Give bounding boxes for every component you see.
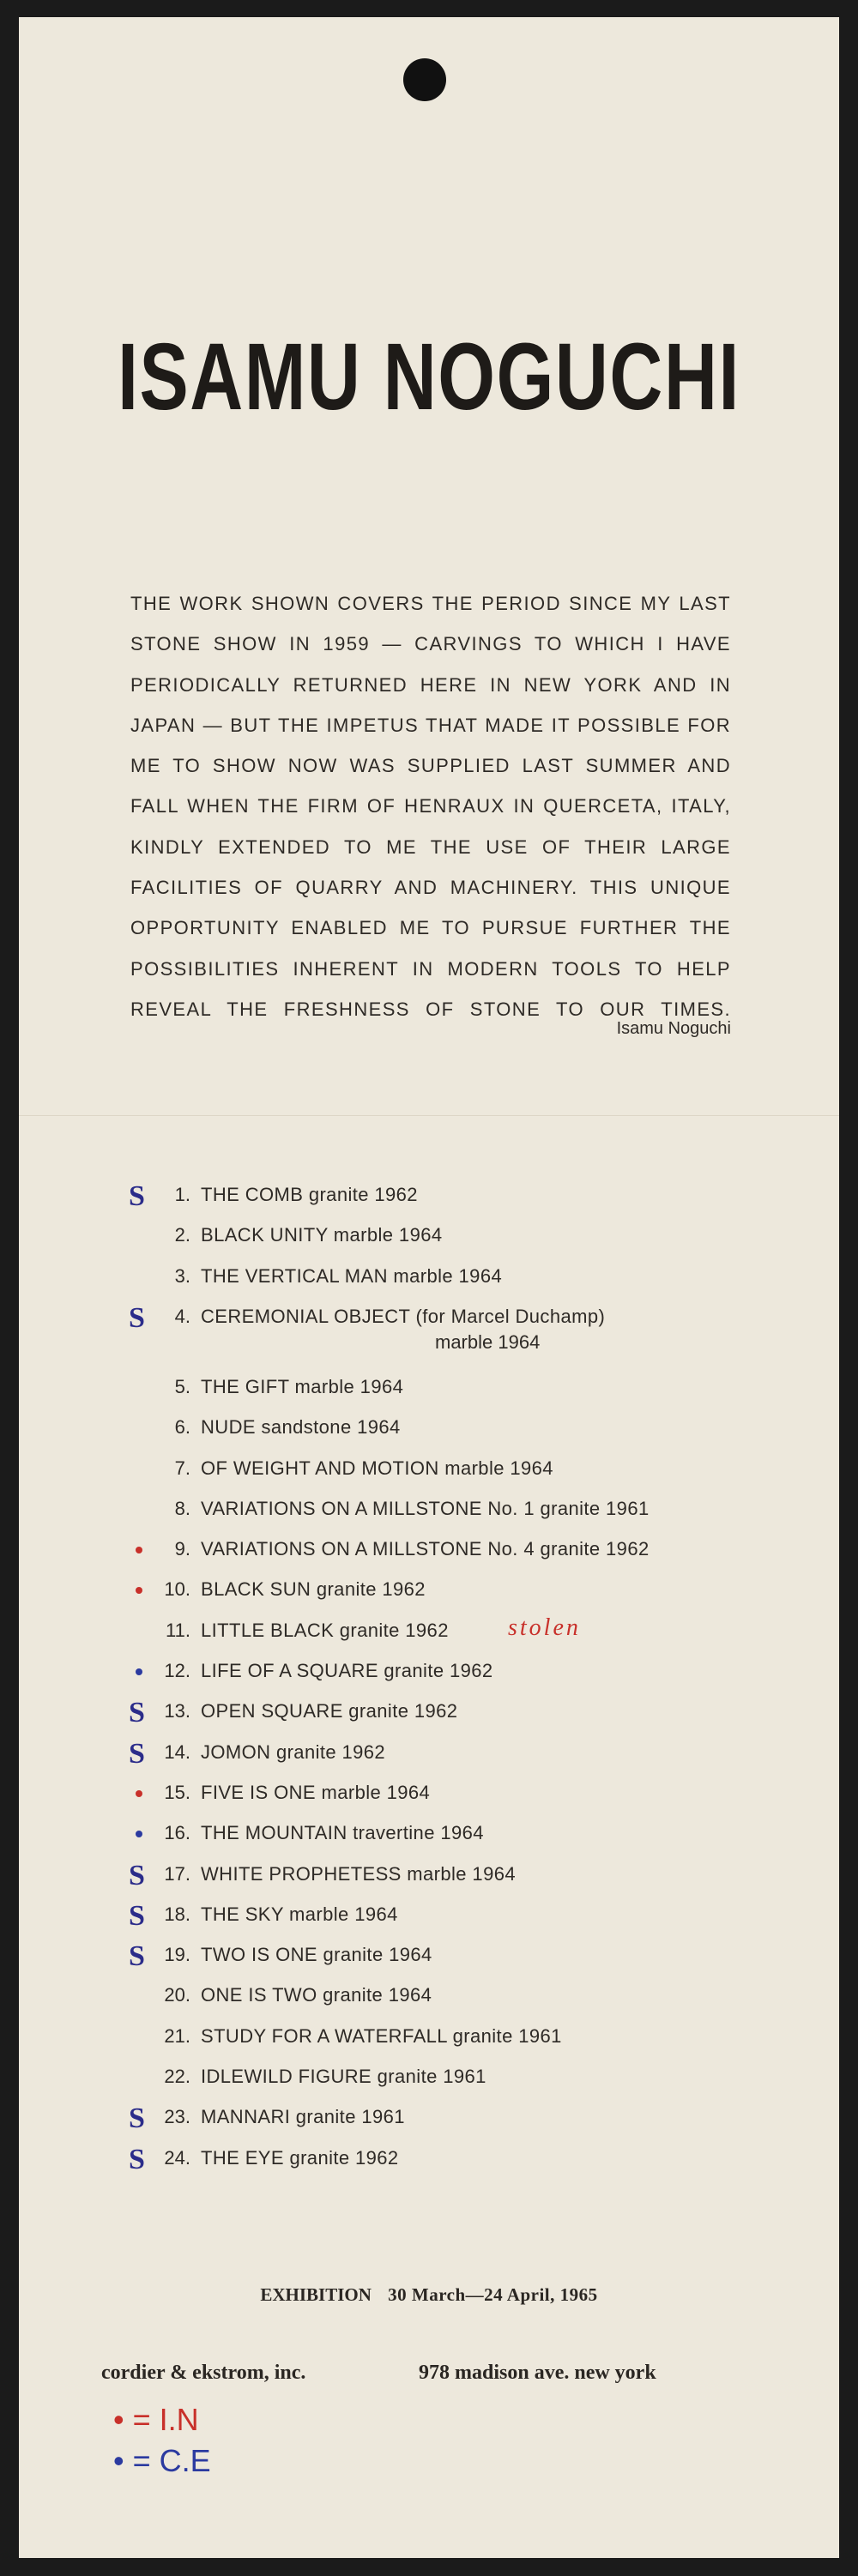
work-number: 10. [164, 1578, 190, 1601]
sold-mark-icon: S [129, 2143, 145, 2175]
work-title: THE MOUNTAIN travertine 1964 [201, 1822, 484, 1844]
work-title: LIFE OF A SQUARE granite 1962 [201, 1660, 493, 1681]
sold-mark-icon: S [129, 2102, 145, 2135]
work-item [19, 2102, 671, 2140]
work-title: ONE IS TWO granite 1964 [201, 1984, 432, 2006]
work-item [19, 1899, 671, 1938]
sold-mark-icon: S [129, 1697, 145, 1729]
work-title-continued: marble 1964 [435, 1330, 541, 1353]
work-item [19, 1498, 671, 1532]
gallery-name: cordier & ekstrom, inc. [101, 2362, 306, 2384]
work-number: 15. [164, 1781, 190, 1803]
work-number: 20. [164, 1984, 190, 2006]
work-item [19, 1224, 671, 1258]
work-title: VARIATIONS ON A MILLSTONE No. 4 granite 1962 [201, 1538, 650, 1560]
work-number: 12. [164, 1660, 190, 1681]
sold-mark-icon: S [129, 1940, 145, 1973]
work-title: STUDY FOR A WATERFALL granite 1961 [201, 2024, 562, 2047]
sold-mark-icon: S [129, 1301, 145, 1334]
artist-statement: THE WORK SHOWN COVERS THE PERIOD SINCE MY LAST STONE SHOW IN 1959 — CARVINGS TO WHICH I HAVE PERIODICALLY RETURNED HERE IN NEW YORK AND IN JAPAN — BUT THE IMPETUS THAT MADE IT POSSIBLE FOR ME TO SHOW NOW WAS SUPPLIED LAST SUMMER AND FALL WHEN THE FIRM OF HENRAUX IN QUERCETA, ITALY, KINDLY EXTENDED TO ME THE USE OF THEIR LARGE FACILITIES OF QUARRY AND MACHINERY. THIS UNIQUE OPPORTUNITY ENABLED ME TO PURSUE FURTHER THE POSSIBILITIES INHERENT IN MODERN TOOLS TO HELP REVEAL THE FRESHNESS OF STONE TO OUR TIMES. [130, 593, 731, 1020]
work-number: 21. [164, 2024, 190, 2047]
work-number: 8. [174, 1497, 190, 1519]
exhibition-label: EXHIBITION [260, 2284, 372, 2305]
work-number: 4. [174, 1305, 190, 1327]
work-title: IDLEWILD FIGURE granite 1961 [201, 2066, 486, 2087]
work-number: 7. [174, 1457, 190, 1479]
work-number: 2. [174, 1224, 190, 1246]
work-item [19, 1578, 671, 1613]
work-item [19, 1984, 671, 2018]
work-item [19, 1660, 671, 1694]
work-item [19, 2066, 671, 2100]
work-number: 11. [166, 1619, 190, 1641]
exhibition-dates [19, 2284, 839, 2306]
gallery-footer [101, 2362, 788, 2385]
gallery-address: 978 madison ave. new york [419, 2362, 656, 2384]
work-number: 3. [174, 1264, 190, 1287]
work-number: 17. [164, 1862, 190, 1885]
work-title: FIVE IS ONE marble 1964 [201, 1781, 431, 1803]
work-title: VARIATIONS ON A MILLSTONE No. 1 granite 1961 [201, 1497, 650, 1519]
sold-mark-icon: S [129, 1737, 145, 1770]
work-item [19, 2025, 671, 2060]
work-item [19, 1697, 671, 1734]
work-item [19, 1457, 671, 1492]
work-number: 19. [164, 1944, 190, 1966]
work-title: NUDE sandstone 1964 [201, 1416, 401, 1439]
work-title: WHITE PROPHETESS marble 1964 [201, 1862, 516, 1885]
work-title: LITTLE BLACK granite 1962 [201, 1619, 449, 1641]
work-item [19, 2143, 671, 2181]
work-item [19, 1737, 671, 1776]
work-title: JOMON granite 1962 [201, 1740, 386, 1763]
sold-mark-icon: S [129, 1859, 145, 1891]
work-title: BLACK UNITY marble 1964 [201, 1224, 443, 1246]
work-item [19, 1538, 671, 1572]
work-number: 9. [174, 1538, 190, 1560]
work-title: THE GIFT marble 1964 [201, 1375, 404, 1397]
exhibition-date-range: 30 March—24 April, 1965 [388, 2284, 598, 2305]
work-title: THE COMB granite 1962 [201, 1184, 418, 1205]
handwritten-legend-ce: • = C.E [113, 2443, 211, 2478]
work-item [19, 1940, 671, 1978]
work-item [19, 1301, 671, 1353]
work-item [19, 1822, 671, 1856]
work-title: CEREMONIAL OBJECT (for Marcel Duchamp) [201, 1305, 606, 1327]
work-title: MANNARI granite 1961 [201, 2106, 405, 2128]
work-item [19, 1265, 671, 1300]
work-number: 13. [164, 1700, 190, 1722]
work-item [19, 1180, 671, 1218]
work-item [19, 1376, 671, 1410]
work-number: 5. [174, 1375, 190, 1397]
exhibition-card [19, 17, 839, 2558]
work-item [19, 1614, 671, 1654]
work-item [19, 1859, 671, 1897]
sold-mark-icon: S [129, 1899, 145, 1932]
work-number: 6. [174, 1416, 190, 1439]
work-title: TWO IS ONE granite 1964 [201, 1944, 432, 1966]
page-title: ISAMU NOGUCHI [118, 324, 740, 430]
work-number: 23. [164, 2106, 190, 2128]
handwritten-legend-in: • = I.N [113, 2402, 199, 2437]
work-number: 1. [174, 1184, 190, 1205]
work-item [19, 1782, 671, 1816]
work-title: THE EYE granite 1962 [201, 2146, 399, 2169]
work-number: 24. [164, 2146, 190, 2169]
work-number: 18. [164, 1903, 190, 1925]
work-number: 14. [164, 1740, 190, 1763]
work-title: BLACK SUN granite 1962 [201, 1578, 426, 1601]
statement-signature: Isamu Noguchi [616, 1019, 731, 1038]
work-title: OF WEIGHT AND MOTION marble 1964 [201, 1457, 553, 1479]
work-item [19, 1416, 671, 1451]
sold-mark-icon: S [129, 1180, 145, 1212]
fold-line [19, 1115, 839, 1116]
work-title: OPEN SQUARE granite 1962 [201, 1700, 458, 1722]
handwritten-stolen-note: stolen [508, 1614, 581, 1641]
work-title: THE SKY marble 1964 [201, 1903, 398, 1925]
work-title: THE VERTICAL MAN marble 1964 [201, 1264, 503, 1287]
punch-hole [403, 58, 446, 101]
work-number: 16. [164, 1822, 190, 1844]
work-number: 22. [164, 2066, 190, 2087]
